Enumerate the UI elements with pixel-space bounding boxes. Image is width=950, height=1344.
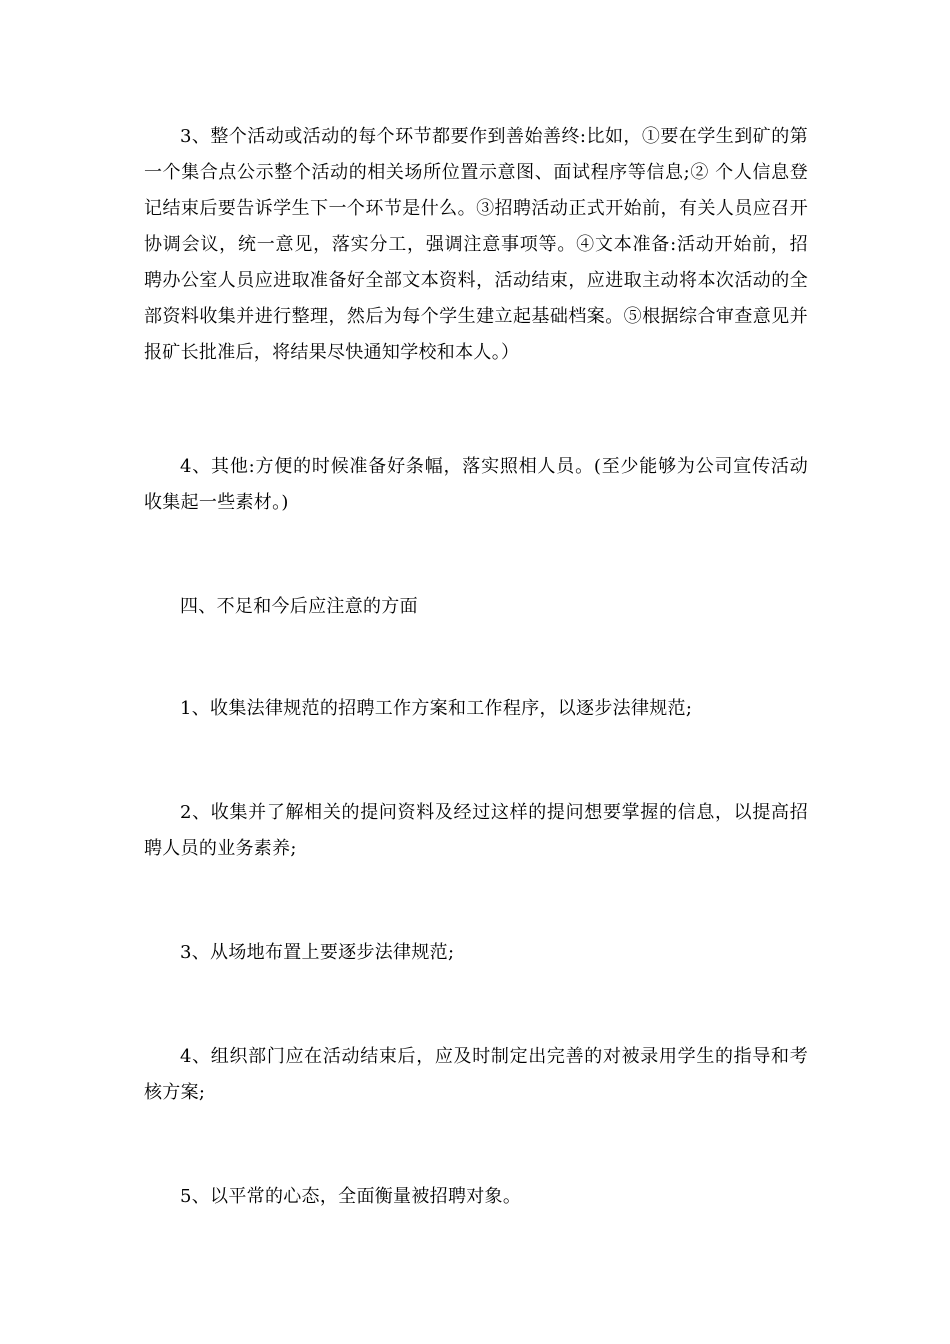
list-item-4: 4、组织部门应在活动结束后，应及时制定出完善的对被录用学生的指导和考核方案; — [144, 1046, 808, 1103]
paragraph-activity-steps: 3、整个活动或活动的每个环节都要作到善始善终:比如，①要在学生到矿的第一个集合点公示整个活动的相关场所位置示意图、面试程序等信息;② 个人信息登记结束后要告诉学生下一个环节是什么。③招聘活动正式开始前，有关人员应召开协调会议，统一意见，落实分工，强调注意事项等。④文本准备:活动开始前，招聘办公室人员应进取准备好全部文本资料，活动结束，应进取主动将本次活动的全部资料收集并进行整理，然后为每个学生建立起基础档案。⑤根据综合审查意见并报矿长批准后，将结果尽快通知学校和本人。） — [144, 126, 808, 363]
section-heading-shortcomings: 四、不足和今后应注意的方面 — [180, 596, 418, 617]
list-item-2: 2、收集并了解相关的提问资料及经过这样的提问想要掌握的信息，以提高招聘人员的业务素养; — [144, 802, 808, 859]
list-item-3: 3、从场地布置上要逐步法律规范; — [180, 942, 455, 963]
paragraph-other: 4、其他:方便的时候准备好条幅，落实照相人员。(至少能够为公司宣传活动收集起一些素材。) — [144, 456, 808, 513]
list-item-1: 1、收集法律规范的招聘工作方案和工作程序，以逐步法律规范; — [180, 698, 693, 719]
list-item-5: 5、以平常的心态，全面衡量被招聘对象。 — [180, 1186, 522, 1207]
